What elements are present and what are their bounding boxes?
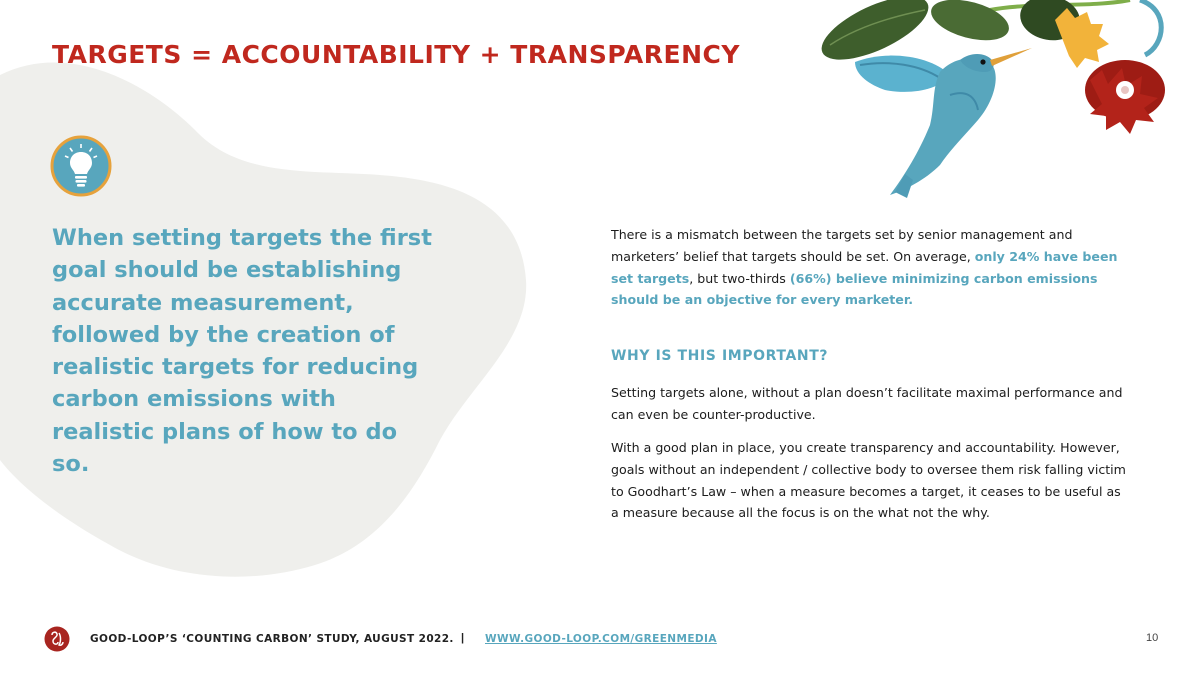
study-citation: GOOD-LOOP’S ‘COUNTING CARBON’ STUDY, AUGUST 2022.: [90, 633, 454, 645]
mismatch-text-continued: , but two-thirds: [689, 270, 790, 286]
good-loop-logo[interactable]: [44, 626, 70, 652]
greenmedia-link[interactable]: WWW.GOOD-LOOP.COM/GREENMEDIA: [485, 633, 717, 645]
hummingbird-illustration: [800, 0, 1200, 210]
body-text: [611, 224, 1141, 521]
footer-separator: |: [461, 632, 465, 644]
targets-paragraph: Setting targets alone, without a plan doesn’t facilitate maximal performance and can even be counter-productive.: [611, 385, 1123, 422]
mismatch-paragraph: [611, 224, 1141, 311]
stat-24-percent: only 24% have been set targets: [611, 248, 1118, 286]
lead-statement: When setting targets the first goal should be establishing accurate measurement, followed by the creation of realistic targets for reducing carbon emissions with realistic plans of how to do so.: [52, 225, 432, 478]
page-title: TARGETS = ACCOUNTABILITY + TRANSPARENCY: [52, 40, 740, 69]
stat-66-percent: (66%) believe minimizing carbon emissions should be an objective for every marketer.: [611, 270, 1098, 308]
mismatch-text: There is a mismatch between the targets set by senior management and marketers’ belief that targets should be set. On average,: [611, 227, 1073, 264]
page-number: 10: [1146, 632, 1159, 644]
footer: [0, 615, 1200, 663]
lightbulb-icon: [50, 135, 112, 197]
section-subheading: WHY IS THIS IMPORTANT?: [611, 348, 829, 364]
goodhart-paragraph: With a good plan in place, you create transparency and accountability. However, goals without an independent / collective body to oversee them risk falling victim to Goodhart’s Law – when a measure becomes a target, it ceases to be useful as a measure because all the focus is on the what not the why.: [611, 440, 1126, 521]
